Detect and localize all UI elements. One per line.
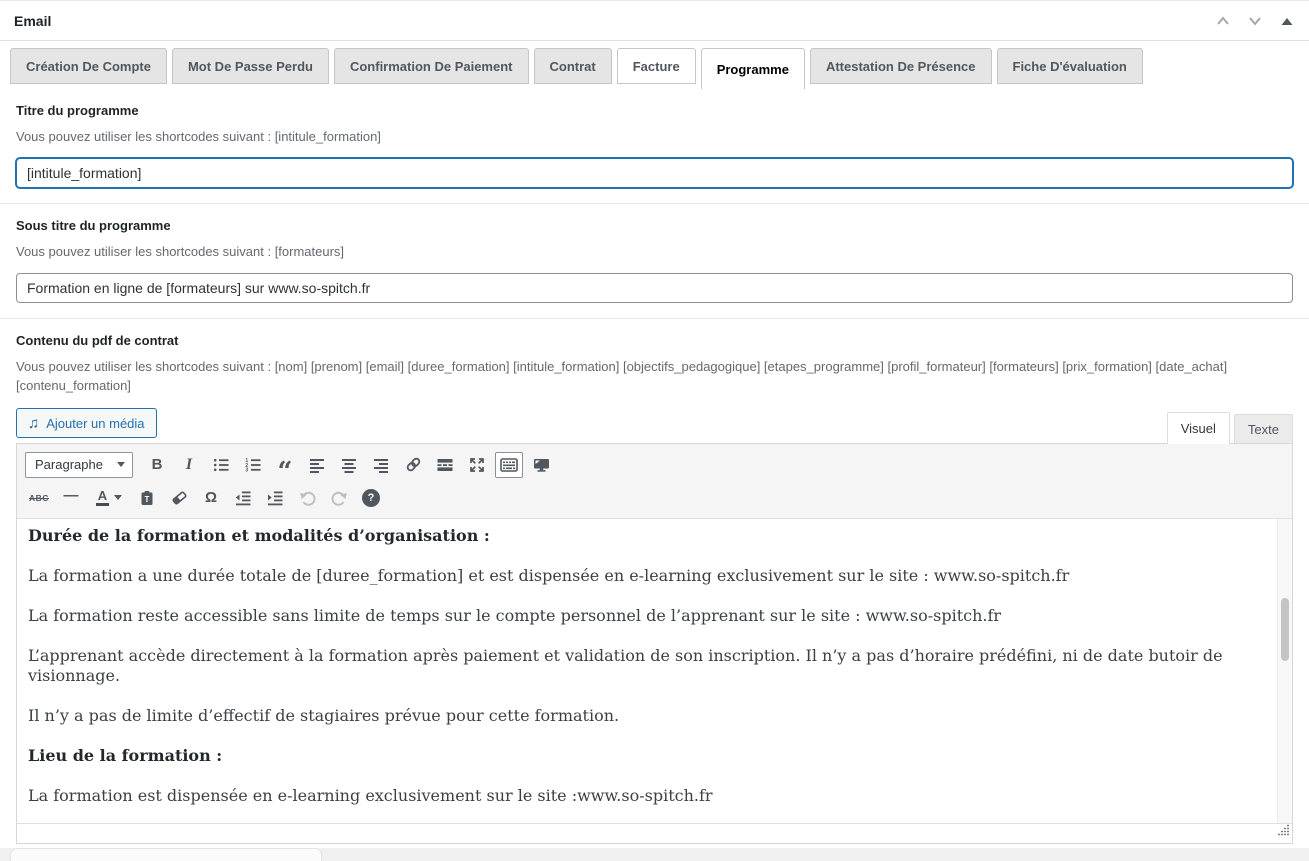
collapse-panel-icon[interactable] <box>1279 13 1295 29</box>
clear-formatting-button[interactable] <box>165 485 193 511</box>
undo-button[interactable] <box>293 485 321 511</box>
editor-toolbar <box>17 444 1292 519</box>
tab-label: Programme <box>716 61 789 77</box>
tab-contrat[interactable] <box>534 48 612 84</box>
italic-button[interactable]: I <box>185 455 193 473</box>
contenu-pdf-contrat-label: Contenu du pdf de contrat <box>16 333 179 348</box>
editor-paragraph: La formation est dispensée en e-learning exclusivement sur le site :www.so-spitch.fr <box>28 786 713 805</box>
bullet-list-button[interactable] <box>207 452 235 478</box>
tab-confirmation-de-paiement[interactable] <box>334 48 529 84</box>
indent-button[interactable] <box>261 485 289 511</box>
fullscreen-monitor-button[interactable] <box>527 452 555 478</box>
chevron-down-icon <box>114 495 122 500</box>
titre-du-programme-section <box>0 89 1309 203</box>
horizontal-rule-button[interactable]: — <box>63 487 79 504</box>
tab-label: Confirmation De Paiement <box>349 58 513 74</box>
editor-paragraph: Durée de la formation et modalités d’organisation : <box>28 526 490 545</box>
paragraph-format-label: Paragraphe <box>35 457 103 472</box>
fullscreen-button[interactable] <box>463 452 491 478</box>
align-center-button[interactable] <box>335 452 363 478</box>
sous-titre-du-programme-input[interactable] <box>16 273 1293 303</box>
tab-label: Facture <box>632 58 680 74</box>
page-title: Email <box>14 12 52 29</box>
titre-du-programme-input[interactable] <box>16 158 1293 188</box>
media-icon: ♫ <box>28 414 40 432</box>
add-media-label: Ajouter un média <box>46 415 145 431</box>
blockquote-button[interactable]: “ <box>277 456 293 487</box>
contenu-pdf-contrat-section <box>0 319 1309 844</box>
outdent-button[interactable] <box>229 485 257 511</box>
tab-label: Contrat <box>549 58 596 74</box>
tab-label: Création De Compte <box>26 58 151 74</box>
sous-titre-du-programme-label: Sous titre du programme <box>16 218 171 233</box>
page-background-strip <box>0 848 1309 861</box>
email-template-tabs <box>0 48 1309 89</box>
postbox-header <box>0 1 1309 41</box>
chevron-down-icon <box>117 462 125 467</box>
toolbar-row-2 <box>25 481 1284 514</box>
redo-button[interactable] <box>325 485 353 511</box>
tab-facture[interactable] <box>617 48 696 84</box>
toolbar-toggle-button[interactable] <box>495 452 523 478</box>
link-button[interactable] <box>399 452 427 478</box>
bold-button[interactable]: B <box>151 456 163 473</box>
postbox-controls <box>1215 13 1295 29</box>
sous-titre-du-programme-help: Vous pouvez utiliser les shortcodes suivant : [formateurs] <box>16 244 345 259</box>
add-media-button[interactable] <box>16 408 157 438</box>
svg-text:1: 1 <box>245 457 249 464</box>
toolbar-row-1 <box>25 448 1284 487</box>
editor-paragraph: L’apprenant accède directement à la formation après paiement et validation de son inscription. Il n’y a pas d’horaire prédéfini, ni de date butoir de visionnage. <box>28 646 1223 685</box>
titre-du-programme-help: Vous pouvez utiliser les shortcodes suivant : [intitule_formation] <box>16 129 381 144</box>
tab-label: Fiche D'évaluation <box>1012 58 1127 74</box>
wysiwyg-editor <box>16 443 1293 844</box>
editor-paragraph: La formation reste accessible sans limite de temps sur le compte personnel de l’apprenant sur le site : www.so-spitch.fr <box>28 606 1002 625</box>
paragraph-format-select[interactable] <box>25 452 133 478</box>
next-panel-edge <box>10 848 322 861</box>
tab-attestation-de-presence[interactable] <box>810 48 992 84</box>
tab-mot-de-passe-perdu[interactable] <box>172 48 329 84</box>
paste-as-text-button[interactable] <box>133 485 161 511</box>
text-color-icon: A <box>96 489 109 506</box>
editor-paragraph: Lieu de la formation : <box>28 746 223 765</box>
align-left-button[interactable] <box>303 452 331 478</box>
titre-du-programme-label: Titre du programme <box>16 103 139 118</box>
editor-paragraph: Il n’y a pas de limite d’effectif de stagiaires prévue pour cette formation. <box>28 706 620 725</box>
svg-text:3: 3 <box>245 467 249 474</box>
resize-handle-icon[interactable] <box>1277 823 1290 841</box>
read-more-tag-button[interactable] <box>431 452 459 478</box>
editor-top-row <box>16 408 1293 443</box>
tab-creation-de-compte[interactable] <box>10 48 167 84</box>
tab-label: Attestation De Présence <box>825 58 976 74</box>
tab-texte[interactable]: Texte <box>1234 414 1293 443</box>
editor-paragraph: La formation a une durée totale de [duree_formation] et est dispensée en e-learning exclusivement sur le site : www.so-spitch.fr <box>28 566 1070 585</box>
editor-scrollbar-thumb[interactable] <box>1281 598 1289 661</box>
special-character-button[interactable]: Ω <box>204 489 218 506</box>
tab-label: Mot De Passe Perdu <box>187 58 313 74</box>
move-up-icon[interactable] <box>1215 13 1231 29</box>
text-color-button[interactable] <box>89 485 129 511</box>
tab-programme[interactable] <box>701 48 805 89</box>
tab-fiche-devaluation[interactable] <box>997 48 1143 84</box>
numbered-list-button[interactable] <box>239 452 267 478</box>
tab-visuel[interactable]: Visuel <box>1167 412 1230 444</box>
editor-statusbar <box>17 823 1292 843</box>
align-right-button[interactable] <box>367 452 395 478</box>
svg-text:T: T <box>144 494 150 504</box>
editor-mode-tabs <box>1167 412 1293 443</box>
help-icon: ? <box>362 489 380 507</box>
help-button[interactable] <box>357 485 385 511</box>
sous-titre-du-programme-section <box>0 204 1309 318</box>
contenu-pdf-contrat-help: Vous pouvez utiliser les shortcodes suivant : [nom] [prenom] [email] [duree_formation] [intitule_formation] [objectifs_pedagogique] [etapes_programme] [profil_formateur] [formateurs] [prix_formation] [date_achat] [contenu_formation] <box>16 359 1228 393</box>
strikethrough-button[interactable]: ABC <box>29 492 49 503</box>
editor-content[interactable] <box>17 519 1292 823</box>
move-down-icon[interactable] <box>1247 13 1263 29</box>
editor-scrollbar[interactable] <box>1277 519 1292 823</box>
svg-text:2: 2 <box>245 462 249 469</box>
